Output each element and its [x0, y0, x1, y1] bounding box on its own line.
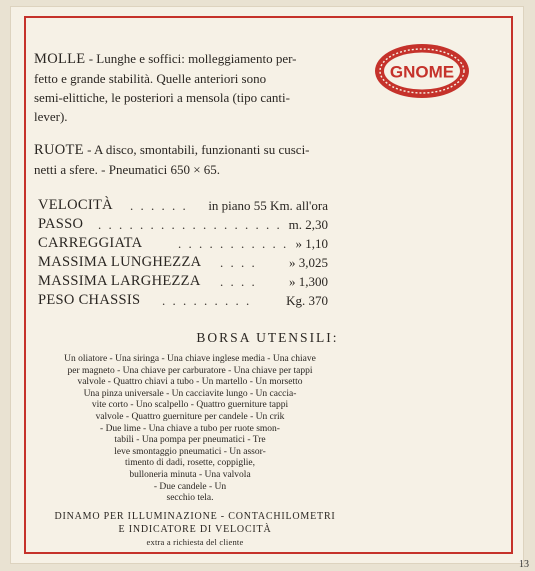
footer-line: E INDICATORE DI VELOCITÀ: [118, 524, 272, 535]
spec-label: CARREGGIATA: [38, 235, 143, 251]
spec-value: » 3,025: [289, 255, 328, 270]
borsa-line: - Due lime - Una chiave a tubo per ruote smon-: [100, 423, 280, 434]
dot-leader: . . . .: [220, 255, 257, 270]
borsa-line: bulloneria minuta - Una valvola: [129, 469, 251, 480]
page-number: 13: [519, 559, 529, 570]
dot-leader: . . . . . . . . .: [162, 293, 252, 308]
dot-leader: . . . . . . . . . . .: [178, 236, 289, 251]
dot-leader: . . . .: [220, 274, 257, 289]
borsa-line: valvole - Quattro chiavi a tubo - Un martello - Un morsetto: [77, 377, 303, 388]
molle-line: semi-elittiche, le posteriori a mensola (tipo canti-: [34, 90, 290, 105]
spec-label: MASSIMA LARGHEZZA: [38, 273, 201, 289]
ruote-line: netti a sfere. - Pneumatici 650 × 65.: [34, 162, 221, 177]
spec-row-larghezza: [38, 272, 328, 291]
spec-label: PESO CHASSIS: [38, 292, 141, 308]
borsa-line: - Due candele - Un: [153, 481, 227, 492]
molle-line: lever).: [34, 109, 68, 124]
borsa-line: leve smontaggio pneumatici - Un assor-: [114, 446, 266, 457]
gnome-logo: [373, 42, 471, 100]
borsa-line: tabili - Una pompa per pneumatici - Tre: [114, 435, 266, 446]
molle-heading: MOLLE: [34, 51, 86, 67]
footer-note: [30, 510, 360, 549]
spec-label: VELOCITÀ: [38, 197, 113, 213]
spec-row-peso: [38, 291, 328, 310]
spec-value: m. 2,30: [288, 217, 328, 232]
spec-row-lunghezza: [38, 253, 328, 272]
molle-line: - Lunghe e soffici: molleggiamento per-: [85, 51, 297, 66]
spec-value: » 1,10: [295, 236, 328, 251]
borsa-line: secchio tela.: [166, 493, 214, 504]
borsa-list: [30, 354, 350, 505]
spec-row-carreggiata: [38, 234, 328, 253]
footer-line: DINAMO PER ILLUMINAZIONE - CONTACHILOMETRI: [54, 511, 336, 522]
spec-value: » 1,300: [289, 274, 328, 289]
spec-label: MASSIMA LUNGHEZZA: [38, 254, 202, 270]
spec-value: Kg. 370: [286, 293, 328, 308]
molle-line: fetto e grande stabilità. Quelle anteriori sono: [34, 71, 267, 86]
dot-leader: . . . . . . . . . . . . . . . . . .: [98, 217, 282, 232]
ruote-line: - A disco, smontabili, funzionanti su cusci-: [83, 142, 310, 157]
dot-leader: . . . . . .: [130, 198, 188, 213]
ruote-paragraph: [34, 140, 334, 179]
borsa-line: Una pinza universale - Un cacciavite lungo - Un caccia-: [83, 388, 297, 399]
borsa-line: vite corto - Uno scalpello - Quattro guerniture tappi: [91, 400, 289, 411]
logo-text: GNOME: [389, 62, 455, 82]
borsa-title: BORSA UTENSILI:: [196, 330, 339, 345]
spec-row-passo: [38, 215, 328, 234]
spec-row-velocita: [38, 196, 328, 215]
specs-table: [38, 196, 328, 310]
ruote-heading: RUOTE: [34, 142, 84, 158]
molle-paragraph: [34, 49, 334, 126]
borsa-line: valvole - Quattro guerniture per candele - Un crik: [95, 411, 285, 422]
footer-small-note: extra a richiesta del cliente: [146, 537, 244, 547]
spec-label: PASSO: [38, 216, 84, 232]
borsa-line: timento di dadi, rosette, coppiglie,: [124, 458, 256, 469]
spec-value: in piano 55 Km. all'ora: [208, 198, 328, 213]
borsa-line: Un oliatore - Una siringa - Una chiave inglese media - Una chiave: [64, 354, 316, 364]
borsa-line: per magneto - Una chiave per carburatore - Una chiave per tappi: [67, 365, 313, 376]
